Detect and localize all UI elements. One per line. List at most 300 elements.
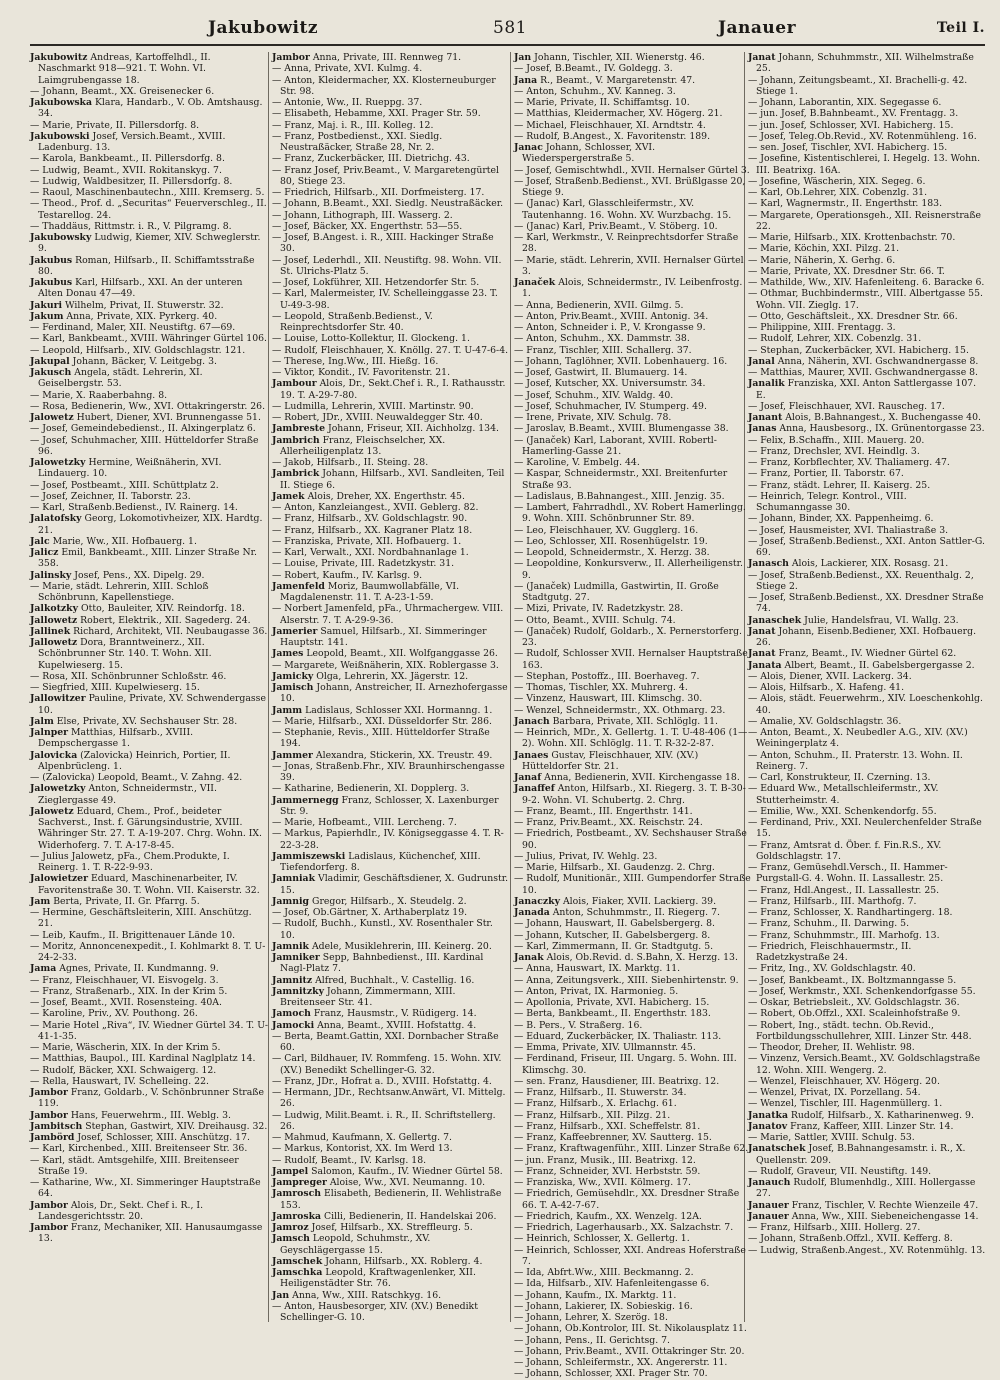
directory-entry: [748, 266, 986, 277]
entry-details: Eduard, Maschinenarbeiter, IV. Favoritenstraße 30. T. Wohn. VII. Kaiserstr. 32.: [38, 873, 260, 896]
directory-entry: [30, 1065, 268, 1076]
entry-details: Johann, Schlosser, XVI. Wiederspergerstraße 5.: [522, 142, 656, 165]
directory-entry: [514, 131, 752, 142]
directory-entry: [748, 255, 986, 266]
directory-entry: [272, 108, 510, 119]
directory-entry: [272, 828, 510, 851]
entry-details: — Marie, Hilfsarb., XI. Gaudenzg. 2. Chrg.: [514, 862, 715, 873]
entry-details: — Othmar, Buchbindermstr., VIII. Albertgasse 55. Wohn. VII. Zieglg. 17.: [748, 288, 983, 311]
entry-details: Rudolf, Hilfsarb., X. Katharinenweg. 9.: [787, 1109, 974, 1121]
entry-surname: Jambreste: [272, 423, 326, 435]
entry-surname: Janata: [748, 659, 782, 671]
entry-details: — Anton, Hausbesorger, XIV. (XV.) Benedikt Schellinger-G. 10.: [272, 1300, 478, 1323]
entry-surname: Janasch: [748, 558, 789, 570]
directory-entry: [30, 176, 268, 187]
entry-details: — Josef, Hausmeister, XVI. Thaliastraße 3.: [748, 524, 949, 536]
entry-details: — Franz, Hilfsarb., III. Marthofg. 7.: [748, 895, 917, 907]
directory-entry: [30, 480, 268, 491]
directory-entry: [748, 783, 986, 806]
entry-details: — Leo, Schlosser, XII. Rosenhügelstr. 19.: [514, 535, 708, 547]
directory-entry: [748, 570, 986, 593]
entry-details: — Rosa, XII. Schönbrunner Schloßstr. 46.: [30, 670, 227, 682]
entry-surname: Jamschka: [272, 1267, 323, 1278]
entry-details: Klara, Handarb., V. Ob. Amtshausg. 34.: [38, 97, 263, 120]
entry-details: — Heinrich, Telegr. Kontrol., VIII. Schumanngasse 30.: [748, 490, 907, 513]
entry-details: — Carl, Konstrukteur, II. Czerning. 13.: [748, 772, 931, 783]
directory-entry: [514, 120, 752, 131]
directory-entry: [514, 401, 752, 412]
directory-entry: [272, 1290, 510, 1301]
directory-entry: [272, 536, 510, 547]
entry-details: — Ludmilla, Lehrerin, XVIII. Martinstr. 90.: [272, 400, 474, 412]
directory-entry: [514, 1278, 752, 1289]
entry-surname: Jambor: [30, 1222, 68, 1233]
directory-entry: [514, 1245, 752, 1268]
entry-details: Josef, Pens., XX. Dipelg. 29.: [71, 569, 205, 581]
entry-details: — Karl, Wagnermstr., II. Engerthstr. 183.: [748, 198, 943, 210]
directory-entry: [748, 423, 986, 434]
entry-details: — Jonas, Straßenb.Fhr., XIV. Braunhirschengasse 39.: [272, 760, 505, 783]
entry-surname: Jamschek: [272, 1255, 323, 1267]
directory-entry: [748, 592, 986, 615]
directory-entry: [748, 660, 986, 671]
entry-details: — Irene, Private, XIV. Schulg. 78.: [514, 412, 672, 423]
entry-details: — Josef, Schuhm., XIV. Waldg. 40.: [514, 389, 674, 401]
entry-surname: Janalik: [748, 378, 785, 390]
entry-surname: Jampreger: [272, 1177, 327, 1188]
entry-details: — Franz, Gemüsehdl.Versch., II. Hammer-Purgstall-G. 4. Wohn. II. Lassallestr. 25.: [748, 862, 948, 885]
directory-entry: [514, 536, 752, 547]
directory-entry: [748, 153, 986, 176]
entry-details: — Franz, Priv.Beamt., XX. Reischstr. 24.: [514, 817, 703, 828]
directory-entry: [514, 828, 752, 851]
directory-entry: [748, 1121, 986, 1132]
entry-details: — Anton, Priv.Beamt., XVIII. Antonig. 34.: [514, 310, 709, 322]
entry-details: Agnes, Private, II. Kundmanng. 9.: [56, 963, 219, 975]
entry-details: — Johann, Straßenb.Offzl., XVII. Kefferg. 8.: [748, 1233, 953, 1245]
directory-entry: [748, 885, 986, 896]
directory-entry: [30, 581, 268, 604]
entry-surname: Jamisch: [272, 682, 314, 693]
entry-details: — (Janaček) Rudolf, Goldarb., X. Pernerstorferg. 23.: [514, 625, 742, 648]
directory-entry: [272, 873, 510, 896]
directory-entry: [514, 783, 752, 806]
entry-details: — Franz, Postbedienst., XXI. Siedlg. Neustraßäcker, Straße 28, Nr. 2.: [272, 130, 443, 153]
directory-entry: [748, 1098, 986, 1109]
directory-entry: [30, 1076, 268, 1087]
entry-details: — Josef, Gastwirt, II. Blumauerg. 14.: [514, 367, 688, 378]
directory-entry: [514, 1166, 752, 1177]
entry-surname: Jamroska: [272, 1210, 322, 1222]
directory-entry: [514, 1177, 752, 1188]
entry-details: — Josef, Lokführer, XII. Hetzendorfer Str. 5.: [272, 277, 480, 288]
directory-entry: [514, 367, 752, 378]
entry-details: — Marie, Sattler, XVIII. Schulg. 53.: [748, 1132, 915, 1143]
entry-details: — Felix, B.Schaffn., XIII. Mauerg. 20.: [748, 434, 925, 446]
entry-details: — Josef, Teleg.Ob.Revid., XV. Rotenmühleng. 16.: [748, 130, 977, 142]
entry-details: — Anton, Schuhm., II. Praterstr. 13. Wohn. II. Reinerg. 7.: [748, 749, 963, 772]
entry-details: — Fritz, Ing., XV. Goldschlagstr. 40.: [748, 963, 916, 975]
directory-entry: [748, 120, 986, 131]
directory-entry: [272, 378, 510, 401]
entry-details: — Josef, Kutscher, XX. Universumstr. 34.: [514, 378, 706, 390]
directory-entry: [272, 975, 510, 986]
directory-entry: [748, 1143, 986, 1166]
entry-surname: Jamoch: [272, 1008, 311, 1020]
entry-details: — Franz, Schlosser, X. Randhartingerg. 18.: [748, 907, 953, 918]
directory-entry: [514, 333, 752, 344]
directory-entry: [748, 671, 986, 682]
directory-entry: [748, 716, 986, 727]
entry-details: Wilhelm, Privat, II. Stuwerstr. 32.: [62, 299, 224, 311]
directory-entry: [748, 491, 986, 514]
entry-details: — Heinrich, MDr., X. Gellertg. 1. T. U-48-406 (1—2). Wohn. XII. Schlöglg. 11. T. R-32-2-87.: [514, 727, 748, 750]
directory-entry: [30, 941, 268, 964]
entry-details: — Josef, Straßenb.Bedienst., XX. Reuenthalg. 2, Stiege 2.: [748, 569, 974, 592]
directory-entry: [748, 1200, 986, 1211]
directory-entry: [748, 367, 986, 378]
entry-details: — Leo, Fleischhauer, XV. Gugglerg. 16.: [514, 524, 699, 536]
entry-details: — Franz, Hilfsarb., XXI. Scheffelstr. 81.: [514, 1120, 701, 1132]
directory-entry: [272, 660, 510, 671]
entry-details: — Johann, Binder, XX. Pappenheimg. 6.: [748, 513, 934, 525]
entry-details: — Thaddäus, Rittmstr. i. R., V. Pilgramg. 8.: [30, 220, 232, 232]
entry-details: — Franz, Beamt., III. Engerthstr. 141.: [514, 805, 693, 817]
directory-entry: [514, 626, 752, 649]
directory-entry: [514, 1346, 752, 1357]
directory-entry: [30, 986, 268, 997]
entry-details: — Louise, Lotto-Kollektur, II. Glockeng. 1.: [272, 333, 470, 345]
entry-details: — Franz, Straßenarb., XIX. In der Krim 5.: [30, 985, 228, 997]
entry-details: — Johann, Taglöhner, XVII. Lobenhauerg. 16.: [514, 355, 728, 367]
directory-entry: [514, 1031, 752, 1042]
directory-entry: [272, 671, 510, 682]
directory-entry: [272, 356, 510, 367]
directory-entry: [272, 502, 510, 513]
entry-details: Alfred, Buchhalt., V. Castellig. 16.: [312, 974, 475, 986]
directory-entry: [272, 210, 510, 221]
directory-entry: [30, 963, 268, 974]
directory-entry: [748, 97, 986, 108]
directory-entry: [30, 232, 268, 255]
entry-surname: Janatschek: [748, 1143, 806, 1155]
directory-entry: [30, 547, 268, 570]
directory-entry: [272, 412, 510, 423]
directory-entry: [272, 603, 510, 626]
entry-details: Ludwig, Kiemer, XIV. Schweglerstr. 9.: [38, 232, 261, 255]
entry-details: — Marie, Näherin, X. Gerhg. 6.: [748, 254, 896, 266]
entry-details: — Berta, Beamt.Gattin, XXI. Dornbacher Straße 60.: [272, 1030, 499, 1053]
entry-details: — Johann, B.Beamt., XXI. Siedlg. Neustraßäcker.: [272, 198, 504, 210]
entry-details: — Stephan, Postoffz., III. Boerhaveg. 7.: [514, 670, 700, 682]
entry-details: — Markus, Papierhdlr., IV. Königseggasse 4. T. R-22-3-28.: [272, 828, 504, 851]
directory-entry: [272, 1132, 510, 1143]
entry-details: Johann, Hilfsarb., XVI. Sandleiten, Teil II. Stiege 6.: [280, 468, 505, 491]
directory-entry: [748, 997, 986, 1008]
entry-details: — Franz, Tischler, XIII. Schallerg. 37.: [514, 344, 692, 356]
directory-entry: [748, 468, 986, 479]
entry-details: — (Zalovicka) Leopold, Beamt., V. Zahng. 42.: [30, 772, 243, 783]
directory-entry: [748, 1177, 986, 1200]
entry-details: — Johann, Schlosser, XXI. Prager Str. 70.: [514, 1368, 708, 1380]
directory-entry: [514, 671, 752, 682]
entry-surname: Jalovicka: [30, 749, 78, 761]
entry-details: — Karl, städt. Amtsgehilfe, XIII. Breitenseer Straße 19.: [30, 1154, 239, 1177]
entry-details: — Rudolf, B.Angest., X. Favoritenstr. 189.: [514, 130, 711, 142]
entry-details: — Friedrich, Postbeamt., XV. Sechshauser Straße 90.: [514, 828, 747, 851]
entry-details: — Alois, Hilfsarb., X. Hafeng. 41.: [748, 682, 905, 693]
directory-entry: [748, 210, 986, 233]
entry-details: — Franz, Hilfsarb., X. Erlachg. 61.: [514, 1098, 677, 1110]
directory-entry: [30, 300, 268, 311]
directory-entry: [30, 1121, 268, 1132]
directory-entry: [272, 1110, 510, 1133]
entry-surname: Jambrick: [272, 468, 320, 480]
entry-details: — Franz, städt. Lehrer, II. Kaiserg. 25.: [748, 479, 931, 491]
directory-entry: [272, 97, 510, 108]
directory-entry: [30, 423, 268, 434]
entry-surname: Jallinek: [30, 625, 71, 637]
column-separator: [510, 52, 511, 1322]
entry-details: — Anton, Kleidermacher, XX. Klosterneuburger Str. 98.: [272, 74, 496, 97]
entry-details: — Rosa, Bedienerin, Ww., XVI. Ottakringerstr. 26.: [30, 400, 266, 412]
directory-entry: [748, 378, 986, 401]
entry-details: — B. Pers., V. Straßerg. 16.: [514, 1019, 643, 1031]
directory-entry: [272, 187, 510, 198]
entry-details: — Josef, Ob.Gärtner, X. Arthaberplatz 19.: [272, 907, 468, 918]
directory-entry: [272, 1211, 510, 1222]
entry-details: — Friedrich, Hilfsarb., XII. Dorfmeisterg. 17.: [272, 187, 485, 198]
entry-details: Anna, Private, XIX. Pyrkerg. 40.: [63, 310, 218, 322]
directory-entry: [272, 1087, 510, 1110]
entry-details: Johann, Bäcker, V. Leitgebg. 3.: [69, 355, 217, 367]
directory-entry: [272, 750, 510, 761]
directory-entry: [514, 896, 752, 907]
entry-surname: Jalkotzky: [30, 603, 79, 615]
entry-details: — Johann, Laborantin, XIX. Segegasse 6.: [748, 97, 942, 108]
directory-entry: [748, 558, 986, 569]
entry-details: Alois, Dr., Sekt. Chef i. R., I. Landesgerichtsstr. 20.: [38, 1199, 204, 1222]
entry-details: Anna, Bedienerin, XVII. Kirchengasse 18.: [541, 772, 740, 783]
entry-details: Franz, Fleischselcher, XX. Allerheiligenplatz 13.: [280, 434, 446, 457]
entry-details: — Heinrich, Schlosser, XXI. Andreas Hoferstraße 7.: [514, 1244, 746, 1267]
entry-details: Johann, Friseur, XII. Aichholzg. 134.: [325, 423, 499, 435]
entry-details: — Franz Josef, Priv.Beamt., V. Margaretengürtel 80, Stiege 23.: [272, 164, 499, 187]
directory-entry: [748, 311, 986, 322]
directory-entry: [272, 547, 510, 558]
entry-details: — Marie, Hofbeamt., VIII. Lercheng. 7.: [272, 817, 457, 828]
entry-details: — Rudolf, Munitionär., XIII. Gumpendorfer Straße 10.: [514, 873, 751, 896]
entry-details: Samuel, Hilfsarb., XI. Simmeringer Hauptstr. 141.: [280, 625, 487, 648]
directory-entry: [272, 277, 510, 288]
directory-entry: [514, 165, 752, 176]
directory-entry: [272, 367, 510, 378]
entry-details: — Josef, Fleischhauer, XVI. Rauscheg. 17.: [748, 400, 945, 412]
entry-surname: Jammiszewski: [272, 850, 346, 862]
entry-details: — Josef, Bäcker, XX. Engerthstr. 53—55.: [272, 220, 463, 232]
directory-entry: [748, 682, 986, 693]
entry-details: — Franz, Hilfsarb., II. Stuwerstr. 34.: [514, 1087, 687, 1098]
entry-details: — Josef, Schuhmacher, XIII. Hütteldorfer Straße 96.: [30, 434, 259, 457]
directory-entry: [272, 1256, 510, 1267]
directory-entry: [748, 1008, 986, 1019]
directory-entry: [748, 727, 986, 750]
entry-details: — Anna, Hauswart, IX. Marktg. 11.: [514, 963, 681, 975]
directory-entry: [748, 536, 986, 559]
directory-entry: [30, 750, 268, 773]
entry-details: — Matthias, Maurer, XVII. Gschwandnergasse 8.: [748, 367, 979, 378]
directory-entry: [514, 255, 752, 278]
directory-entry: [514, 423, 752, 434]
entry-details: — Thomas, Tischler, XX. Muhrerg. 4.: [514, 682, 688, 693]
directory-entry: [514, 468, 752, 491]
entry-details: Anton, Schneidermstr., VII. Zieglergasse 49.: [38, 783, 217, 806]
entry-details: — Karoline, V. Embelg. 44.: [514, 457, 640, 468]
directory-entry: [748, 356, 986, 367]
entry-details: — Josef, B.Beamt., IV. Goldegg. 3.: [514, 63, 673, 75]
entry-details: — Ludwig, Waldbesitzer, II. Pillersdorfg. 8.: [30, 175, 233, 187]
entry-details: — Marie, Private, II. Schiffamtsg. 10.: [514, 97, 690, 108]
directory-entry: [514, 1110, 752, 1121]
directory-entry: [748, 435, 986, 446]
directory-entry: [30, 1155, 268, 1178]
directory-entry: [748, 333, 986, 344]
entry-surname: Jalinsky: [30, 569, 72, 581]
directory-entry: [30, 997, 268, 1008]
entry-details: Johann, Hilfsarb., XX. Roblerg. 4.: [322, 1255, 483, 1267]
entry-details: Alois, Ob.Revid. d. S.Bahn, X. Herzg. 13.: [543, 952, 738, 963]
directory-entry: [272, 851, 510, 874]
entry-details: — Katharine, Ww., XI. Simmeringer Hauptstraße 64.: [30, 1177, 261, 1200]
directory-entry: [30, 311, 268, 322]
entry-details: — Therese, Ing.Ww., III. Hießg. 16.: [272, 355, 439, 367]
directory-entry: [514, 300, 752, 311]
entry-details: Alois, Dr., Sekt.Chef i. R., I. Rathausstr. 19. T. A-29-7-80.: [280, 378, 506, 401]
directory-entry: [272, 952, 510, 975]
entry-details: — Josef, Schuhmacher, IV. Stumperg. 49.: [514, 400, 707, 412]
directory-entry: [30, 806, 268, 851]
entry-details: — Johann, Ob.Kontrolor, III. St. Nikolausplatz 11.: [514, 1323, 747, 1335]
entry-surname: Jambor: [272, 52, 310, 63]
entry-details: — Franz, Schneider, XVI. Herbststr. 59.: [514, 1165, 701, 1177]
entry-surname: Jamicky: [272, 670, 314, 682]
directory-entry: [30, 727, 268, 750]
directory-entry: [272, 288, 510, 311]
directory-entry: [514, 176, 752, 199]
directory-entry: [514, 232, 752, 255]
directory-entry: [748, 840, 986, 863]
directory-entry: [748, 198, 986, 209]
directory-entry: [30, 772, 268, 783]
entry-details: — Theodor, Dreher, II. Wehlistr. 98.: [748, 1042, 915, 1053]
directory-entry: [272, 198, 510, 209]
directory-entry: [272, 795, 510, 818]
directory-entry: [272, 221, 510, 232]
entry-surname: Jambitsch: [30, 1120, 83, 1132]
directory-entry: [272, 1008, 510, 1019]
directory-entry: [272, 491, 510, 502]
entry-details: — Rudolf, Graveur, VII. Neustiftg. 149.: [748, 1165, 932, 1177]
entry-surname: Jakubowska: [30, 97, 93, 108]
directory-entry: [514, 682, 752, 693]
directory-entry: [272, 941, 510, 952]
directory-entry: [30, 1132, 268, 1143]
directory-entry: [514, 390, 752, 401]
directory-entry: [748, 412, 986, 423]
entry-surname: Jambour: [272, 378, 317, 390]
directory-entry: [514, 772, 752, 783]
entry-details: — Otto, Geschäftsleit., XX. Dresdner Str. 66.: [748, 310, 958, 322]
entry-details: — Anton, Beamt., X. Neubedler A.G., XIV. (XV.) Weiningerplatz 4.: [748, 727, 968, 750]
directory-entry: [514, 716, 752, 727]
directory-entry: [514, 817, 752, 828]
directory-entry: [30, 1222, 268, 1245]
entry-details: — Franz, Fleischhauer, VI. Eisvogelg. 3.: [30, 974, 219, 986]
directory-entry: [514, 491, 752, 502]
entry-details: — Ludwig, Beamt., XVII. Rokitanskyg. 7.: [30, 164, 222, 176]
entry-details: — Franziska, Private, XII. Hofbauerg. 1.: [272, 535, 462, 547]
entry-surname: Jan: [514, 52, 532, 63]
entry-details: — Mahmud, Kaufmann, X. Gellertg. 7.: [272, 1132, 452, 1143]
entry-details: — jun. Franz, Musik., III. Beatrixg. 12.: [514, 1154, 696, 1166]
directory-entry: [272, 817, 510, 828]
directory-entry: [272, 716, 510, 727]
entry-details: Franz, Kaffeer, XIII. Linzer Str. 14.: [787, 1120, 954, 1132]
entry-details: — Mizi, Private, IV. Radetzkystr. 28.: [514, 603, 684, 615]
directory-entry: [514, 907, 752, 918]
entry-details: — Rudolf, Schlosser XVII. Hernalser Hauptstraße 163.: [514, 648, 748, 671]
directory-entry: [748, 918, 986, 929]
entry-details: Andreas, Kartoffelhdl., II. Naschmarkt 918—921. T. Wohn. VI. Laimgrubengasse 18.: [38, 52, 211, 86]
entry-details: Hubert, Diener, XVI. Brunnengasse 51.: [73, 412, 261, 423]
entry-surname: Janada: [514, 907, 550, 918]
directory-entry: [748, 750, 986, 773]
directory-entry: [514, 1211, 752, 1222]
entry-details: — Rudolf, Fleischhauer, X. Knöllg. 27. T. U-47-6-4.: [272, 344, 509, 356]
entry-details: — Anton, Schuhm., XX. Dammstr. 38.: [514, 333, 690, 345]
directory-entry: [748, 1166, 986, 1177]
entry-details: Johann, Zimmermann, XIII. Breitenseer Str. 41.: [280, 985, 456, 1008]
entry-details: — Josef, Straßenb.Bedienst., XVI. Brüßlgasse 20, Stiege 9.: [514, 175, 746, 198]
entry-details: Rudolf, Blumenhdlg., XIII. Hollergasse 27.: [756, 1177, 976, 1200]
directory-entry: [514, 648, 752, 671]
entry-details: — Johann, Hauswart, II. Gabelsbergerg. 8.: [514, 918, 715, 930]
directory-entry: [748, 626, 986, 649]
entry-details: — Otto, Beamt., XVIII. Schulg. 74.: [514, 614, 676, 626]
entry-details: — Ferdinand, Maler, XII. Neustiftg. 67—69.: [30, 322, 236, 333]
directory-entry: [748, 1222, 986, 1233]
directory-entry: [514, 1335, 752, 1346]
directory-entry: [514, 412, 752, 423]
entry-surname: Jamenfeld: [272, 580, 325, 592]
directory-entry: [514, 378, 752, 389]
entry-details: Franz, Schlosser, X. Laxenburger Str. 9.: [280, 794, 499, 817]
directory-entry: [272, 986, 510, 1009]
entry-details: — Karola, Bankbeamt., II. Pillersdorfg. 8.: [30, 153, 225, 165]
entry-surname: Janach: [514, 715, 550, 727]
entry-details: Anna, Ww., XIII. Ratschkyg. 16.: [289, 1289, 442, 1301]
directory-entry: [514, 1267, 752, 1278]
entry-details: Eduard, Chem., Prof., beideter Sachverst., Inst. f. Gärungsindustrie, XVIII. Währinger Str. 27. T. A-19-207. Chrg. Wohn. IX. Widerhoferg. 7. T. A-17-8-45.: [38, 805, 263, 851]
entry-details: — Norbert Jamenfeld, pFa., Uhrmachergew. VIII. Alserstr. 7. T. A-29-9-36.: [272, 603, 504, 626]
entry-details: — Josef, Beamt., XVII. Rosensteing. 40A.: [30, 997, 222, 1008]
entry-details: — jun. Josef, B.Bahnbeamt., XV. Frentagg. 3.: [748, 108, 959, 120]
column-1: [30, 52, 268, 1322]
entry-details: — Karl, Verwalt., XXI. Nordbahnanlage 1.: [272, 547, 469, 558]
directory-entry: [748, 446, 986, 457]
directory-entry: [514, 547, 752, 558]
directory-entry: [514, 1008, 752, 1019]
